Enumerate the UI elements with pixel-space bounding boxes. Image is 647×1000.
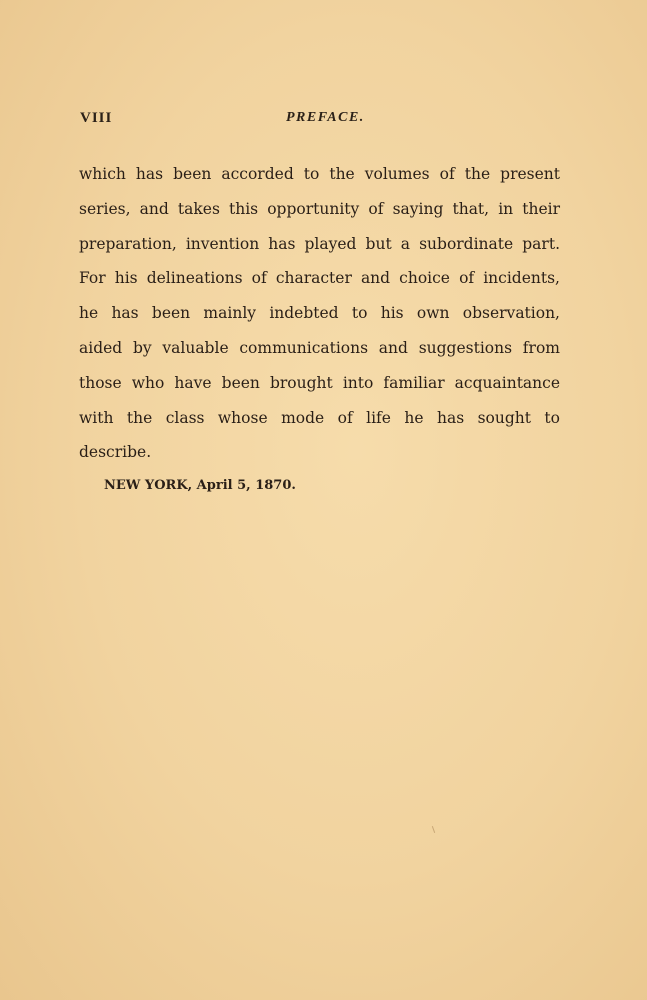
- text-line: with the class whose mode of life he has sought to: [79, 408, 560, 427]
- running-title: PREFACE.: [286, 110, 365, 125]
- text-line: For his delineations of character and choice of incidents,: [79, 269, 560, 288]
- paper-speck: [432, 826, 435, 833]
- running-head: [80, 110, 560, 132]
- page-number: VIII: [80, 110, 113, 126]
- text-line: preparation, invention has played but a subordinate part.: [79, 234, 560, 253]
- text-line: those who have been brought into familiar acquaintance: [79, 373, 560, 392]
- text-line: series, and takes this opportunity of saying that, in their: [79, 199, 560, 218]
- text-line: aided by valuable communications and suggestions from: [79, 338, 560, 357]
- text-line: which has been accorded to the volumes of the present: [79, 165, 560, 183]
- signature-place-date: NEW YORK, April 5, 1870.: [104, 478, 296, 493]
- text-line: describe.: [79, 443, 152, 462]
- text-line: he has been mainly indebted to his own observation,: [79, 304, 560, 323]
- preface-body: [79, 160, 560, 473]
